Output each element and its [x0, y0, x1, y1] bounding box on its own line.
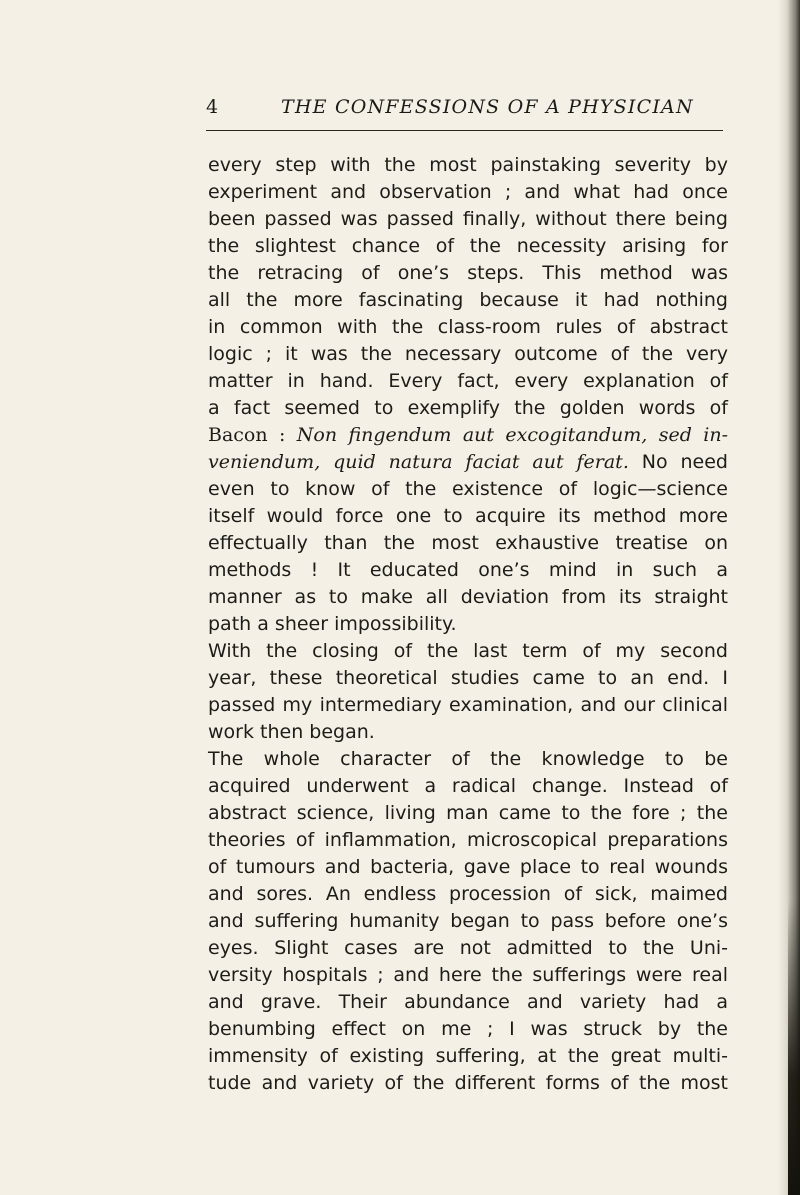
text-line: every step with the most painstaking severity by — [208, 154, 728, 176]
text-line: itself would force one to acquire its method more — [208, 505, 728, 527]
text-line: the slightest chance of the necessity arising for — [208, 235, 728, 257]
running-title: THE CONFESSIONS OF A PHYSICIAN — [281, 96, 694, 118]
text-line: theories of inflammation, microscopical preparations — [208, 829, 728, 851]
text-line: acquired underwent a radical change. Instead of — [208, 775, 728, 797]
quote-lead: Bacon : — [208, 424, 297, 446]
text-line: and grave. Their abundance and variety had a — [208, 991, 728, 1013]
text-line: abstract science, living man came to the fore ; the — [208, 802, 728, 824]
text-line: path a sheer impossibility. — [208, 613, 457, 635]
page-edge-shadow-bottom — [788, 900, 800, 1195]
running-head — [206, 96, 726, 128]
text-line: year, these theoretical studies came to an end. I — [208, 667, 728, 689]
text-line: the retracing of one’s steps. This method was — [208, 262, 728, 284]
text-line: and sores. An endless procession of sick, maimed — [208, 883, 728, 905]
text-line-latin-quote — [208, 422, 728, 449]
text-line: benumbing effect on me ; I was struck by the — [208, 1018, 728, 1040]
text-line: With the closing of the last term of my second — [208, 640, 728, 662]
text-line: versity hospitals ; and here the sufferings were real — [208, 964, 728, 986]
quote-trail: No need — [628, 451, 728, 473]
text-line: methods ! It educated one’s mind in such a — [208, 559, 728, 581]
text-line-latin-quote — [208, 449, 728, 476]
body-text — [208, 152, 728, 1097]
latin-quote-part-1: Non fingendum aut excogitandum, sed in- — [296, 424, 728, 446]
text-line: tude and variety of the different forms of the most — [208, 1072, 728, 1094]
text-line: and suffering humanity began to pass before one’s — [208, 910, 728, 932]
text-line: even to know of the existence of logic—science — [208, 478, 728, 500]
text-line: passed my intermediary examination, and our clinical — [208, 694, 728, 716]
text-line: effectually than the most exhaustive treatise on — [208, 532, 728, 554]
text-line: work then began. — [208, 721, 375, 743]
text-line: all the more fascinating because it had nothing — [208, 289, 728, 311]
text-line: a fact seemed to exemplify the golden words of — [208, 397, 728, 419]
text-line: been passed was passed finally, without there being — [208, 208, 728, 230]
text-line: eyes. Slight cases are not admitted to the Uni- — [208, 937, 728, 959]
text-line: matter in hand. Every fact, every explanation of — [208, 370, 728, 392]
header-rule — [206, 130, 723, 131]
page-number: 4 — [206, 96, 219, 118]
text-line: The whole character of the knowledge to be — [208, 748, 728, 770]
text-line: manner as to make all deviation from its straight — [208, 586, 728, 608]
text-line: of tumours and bacteria, gave place to real wounds — [208, 856, 728, 878]
text-line: immensity of existing suffering, at the great multi- — [208, 1045, 728, 1067]
latin-quote-part-2: veniendum, quid natura faciat aut ferat. — [208, 451, 629, 473]
text-line: in common with the class-room rules of abstract — [208, 316, 728, 338]
text-line: logic ; it was the necessary outcome of the very — [208, 343, 728, 365]
text-line: experiment and observation ; and what had once — [208, 181, 728, 203]
